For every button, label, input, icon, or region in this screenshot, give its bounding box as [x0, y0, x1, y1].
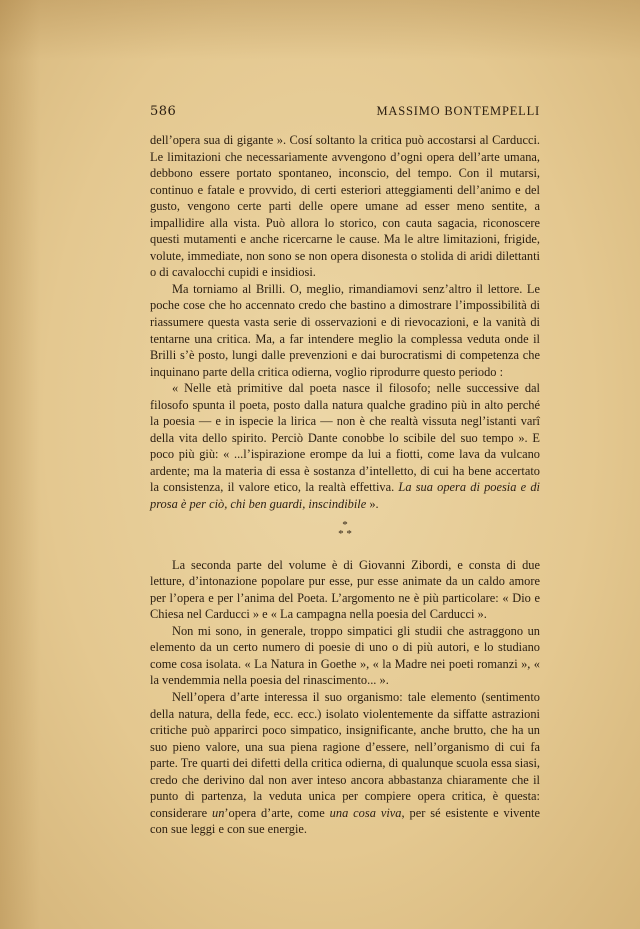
- paragraph: [150, 132, 540, 281]
- paragraph: [150, 557, 540, 623]
- separator-star-bottom: * *: [338, 527, 352, 540]
- text-run: , per sé esistente e vivente con sue leggi e con sue energie.: [150, 805, 540, 837]
- text-run: Non mi sono, in generale, troppo simpatici gli studii che astraggono un elemento da un certo numero di poesie di uno o di più autori, e lo studiano come cosa isolata. « La Natura in Goethe », « la Madre nei poeti romanzi », « la vendemmia nella poesia del rinascimento... ».: [150, 623, 540, 688]
- text-run: ’opera d’arte, come: [224, 805, 330, 820]
- text-run: ».: [366, 497, 379, 512]
- text-run: La seconda parte del volume è di Giovanni Zibordi, e consta di due letture, d’intonazione popolare pur esse, pur esse animate da un caldo amore per l’opera e per l’anima del Poeta. L’argomento ne è più particolare: « Dio e Chiesa nel Carducci » e « La campagna nella poesia del Carducci ».: [150, 557, 540, 622]
- text-run: dell’opera sua di gigante ». Cosí soltanto la critica può accostarsi al Carducci. Le limitazioni che necessariamente avvengono d’ogni opera dell’arte umana, debbono essere portato spontaneo, inconscio, del tempo. Con il mutarsi, continuo e fatale e provvido, di certi esteriori atteggiamenti dell’animo e del gusto, vengono certe parti delle opere umane ad esser meno sentite, a impallidire alla vista. Può allora lo storico, con cauta sagacia, riconoscere questi mutamenti e anche ricercarne le cause. Ma le altre limitazioni, frigide, volute, immediate, non sono se non opera disonesta o stolida di aridi dilettanti o di cavalocchi cupidi e insidiosi.: [150, 133, 540, 280]
- body-text: [150, 132, 540, 838]
- text-run: Ma torniamo al Brilli. O, meglio, rimandiamovi senz’altro il lettore. Le poche cose che ho accennato credo che bastino a dimostrare l’impossibilità di riassumere questa vasta serie di osservazioni e di rievocazioni, e la vanità di tentarne una critica. Ma, a far intendere meglio la complessa veduta onde il Brilli s’è posto, lungi dalle prevenzioni e dai burocratismi di competenza che inquinano parte della critica odierna, voglio riprodurre questo periodo :: [150, 281, 540, 379]
- italic-text: una cosa viva: [329, 805, 402, 820]
- paragraph: [150, 281, 540, 380]
- separator-star-top: *: [342, 518, 348, 531]
- paragraph: [150, 380, 540, 512]
- paragraph: [150, 689, 540, 838]
- section-one: [150, 132, 540, 513]
- italic-text: un: [212, 805, 225, 820]
- section-separator: [150, 513, 540, 557]
- paragraph: [150, 623, 540, 689]
- running-title: MASSIMO BONTEMPELLI: [376, 104, 540, 118]
- text-run: Nell’opera d’arte interessa il suo organismo: tale elemento (sentimento della natura, della fede, ecc. ecc.) isolato violentemente da siffatte astrazioni critiche può apparirci poco simpatico, insignificante, anche brutto, che ha un suo pieno valore, una sua piena ragione d’essere, nell’organismo di cui fa parte. Tre quarti dei difetti della critica odierna, di qualunque scuola essa siasi, credo che derivino dal non aver inteso ancora abbastanza chiaramente che il punto di partenza, la veduta unica per compiere opera critica, è questa: considerare: [150, 689, 540, 820]
- page-number: 586: [150, 104, 177, 119]
- section-two: [150, 557, 540, 838]
- italic-text: La sua opera di poesia e di prosa è per ciò, chi ben guardi, inscindibile: [150, 480, 540, 512]
- text-run: « Nelle età primitive dal poeta nasce il filosofo; nelle successive dal filosofo spunta il poeta, posto dalla natura qualche gradino più in alto perché la poesia — e in ispecie la lirica — non è che realtà vissuta negl’istanti varî della vita dello spirito. Perciò Dante conobbe lo scibile del suo tempo ». E poco più giù: « ...l’ispirazione erompe da lui a fiotti, come lava da vulcano ardente; ma la materia di essa è sostanza d’intelletto, di cui ha bene accertato la consistenza, il valore etico, la realtà effettiva.: [150, 381, 540, 495]
